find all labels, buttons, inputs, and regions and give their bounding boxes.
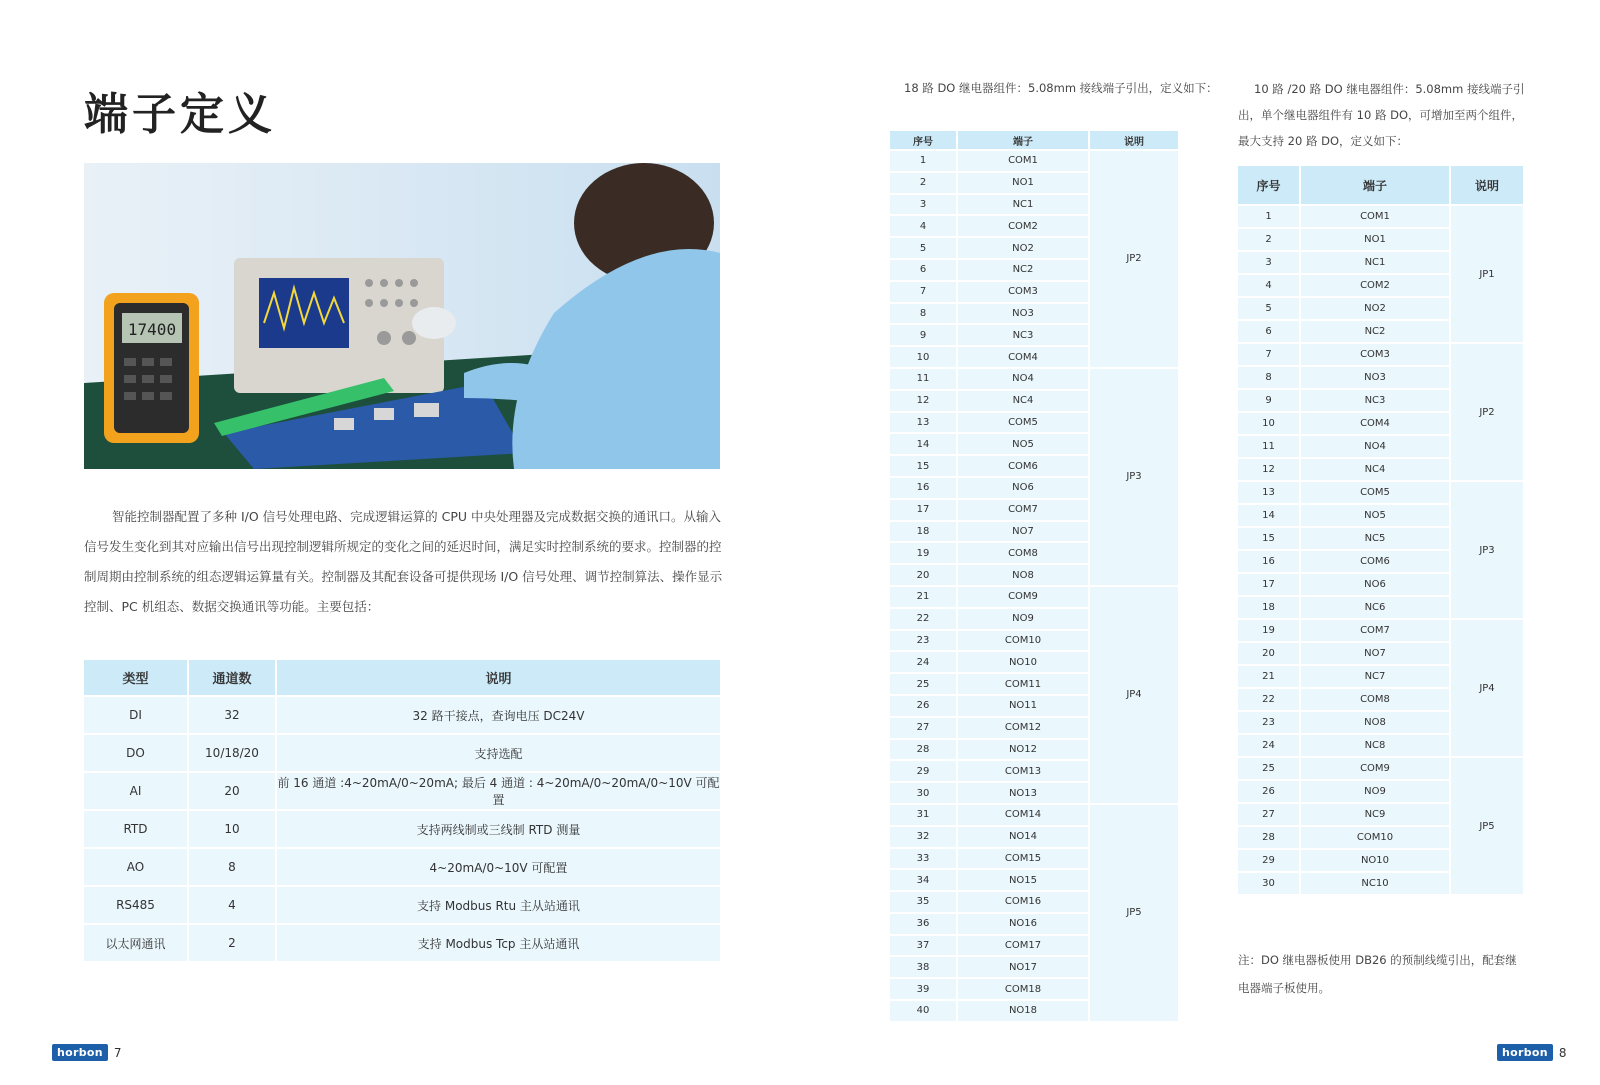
- index-cell: 17: [1238, 574, 1301, 597]
- table-cell: AO: [84, 849, 189, 887]
- index-cell: 6: [1238, 321, 1301, 344]
- table-row: [84, 887, 720, 925]
- brand-logo: horbon: [52, 1044, 108, 1061]
- terminal-cell: COM3: [958, 282, 1090, 304]
- table-row: [890, 369, 1178, 391]
- col-header-desc: 说明: [277, 660, 720, 697]
- terminal-cell: NO9: [958, 609, 1090, 631]
- terminal-cell: NC1: [958, 195, 1090, 217]
- terminal-cell: COM10: [1301, 827, 1451, 850]
- terminal-cell: COM2: [958, 216, 1090, 238]
- group-cell: JP1: [1451, 206, 1523, 344]
- terminal-cell: COM6: [958, 456, 1090, 478]
- terminal-cell: NO5: [1301, 505, 1451, 528]
- table-cell: 10/18/20: [189, 735, 277, 773]
- index-cell: 30: [890, 783, 958, 805]
- index-cell: 36: [890, 914, 958, 936]
- index-cell: 21: [1238, 666, 1301, 689]
- index-cell: 4: [890, 216, 958, 238]
- index-cell: 25: [890, 674, 958, 696]
- group-cell: JP4: [1090, 587, 1178, 805]
- index-cell: 2: [890, 173, 958, 195]
- footer-left: [52, 1044, 122, 1061]
- index-cell: 6: [890, 260, 958, 282]
- table-cell: 以太网通讯: [84, 925, 189, 963]
- index-cell: 7: [1238, 344, 1301, 367]
- table-row: [84, 849, 720, 887]
- index-cell: 27: [890, 718, 958, 740]
- table-cell: AI: [84, 773, 189, 811]
- right-caption: 10 路 /20 路 DO 继电器组件：5.08mm 接线端子引出，单个继电器组件有 10 路 DO，可增加至两个组件，最大支持 20 路 DO，定义如下：: [1238, 82, 1525, 148]
- terminal-cell: NC3: [1301, 390, 1451, 413]
- terminal-cell: NO7: [1301, 643, 1451, 666]
- group-cell: JP2: [1451, 344, 1523, 482]
- index-cell: 23: [1238, 712, 1301, 735]
- table-cell: 4: [189, 887, 277, 925]
- terminal-cell: COM17: [958, 936, 1090, 958]
- terminal-cell: COM8: [1301, 689, 1451, 712]
- col-header-terminal: 端子: [1301, 166, 1451, 206]
- table-row: [890, 151, 1178, 173]
- index-cell: 14: [1238, 505, 1301, 528]
- mid-caption: 18 路 DO 继电器组件：5.08mm 接线端子引出，定义如下：: [904, 81, 1218, 95]
- terminal-cell: NO6: [1301, 574, 1451, 597]
- col-header-desc: 说明: [1090, 131, 1178, 151]
- page-title: 端子定义: [84, 89, 276, 140]
- index-cell: 35: [890, 892, 958, 914]
- index-cell: 9: [1238, 390, 1301, 413]
- terminal-cell: COM4: [1301, 413, 1451, 436]
- index-cell: 29: [1238, 850, 1301, 873]
- brand-logo: horbon: [1497, 1044, 1553, 1061]
- terminal-cell: NO12: [958, 740, 1090, 762]
- meter-display-text: 17400: [127, 320, 177, 339]
- table-cell: 4~20mA/0~10V 可配置: [277, 849, 720, 887]
- index-cell: 37: [890, 936, 958, 958]
- table-cell: 支持两线制或三线制 RTD 测量: [277, 811, 720, 849]
- index-cell: 15: [890, 456, 958, 478]
- terminal-cell: NC5: [1301, 528, 1451, 551]
- table-cell: 10: [189, 811, 277, 849]
- index-cell: 24: [890, 652, 958, 674]
- index-cell: 8: [890, 304, 958, 326]
- index-cell: 9: [890, 325, 958, 347]
- terminal-cell: COM7: [1301, 620, 1451, 643]
- group-cell: JP2: [1090, 151, 1178, 369]
- index-cell: 16: [1238, 551, 1301, 574]
- terminal-cell: NO3: [1301, 367, 1451, 390]
- table-cell: RS485: [84, 887, 189, 925]
- terminal-cell: NC4: [1301, 459, 1451, 482]
- index-cell: 27: [1238, 804, 1301, 827]
- index-cell: 3: [1238, 252, 1301, 275]
- footer-right: [1497, 1044, 1567, 1061]
- terminal-cell: COM8: [958, 543, 1090, 565]
- table-row: [890, 587, 1178, 609]
- table-cell: 2: [189, 925, 277, 963]
- index-cell: 20: [1238, 643, 1301, 666]
- terminal-cell: NC1: [1301, 252, 1451, 275]
- index-cell: 10: [1238, 413, 1301, 436]
- index-cell: 24: [1238, 735, 1301, 758]
- index-cell: 21: [890, 587, 958, 609]
- index-cell: 29: [890, 761, 958, 783]
- index-cell: 26: [1238, 781, 1301, 804]
- terminal-cell: NO8: [958, 565, 1090, 587]
- table-cell: DO: [84, 735, 189, 773]
- index-cell: 19: [890, 543, 958, 565]
- index-cell: 14: [890, 434, 958, 456]
- index-cell: 26: [890, 696, 958, 718]
- terminal-cell: NO16: [958, 914, 1090, 936]
- table-row: [84, 773, 720, 811]
- index-cell: 32: [890, 827, 958, 849]
- table-row: [890, 805, 1178, 827]
- terminal-cell: COM16: [958, 892, 1090, 914]
- group-cell: JP3: [1090, 369, 1178, 587]
- terminal-cell: NO11: [958, 696, 1090, 718]
- terminal-cell: COM5: [1301, 482, 1451, 505]
- index-cell: 12: [1238, 459, 1301, 482]
- table-row: [1238, 758, 1523, 781]
- page-number-left: 7: [113, 1045, 122, 1060]
- index-cell: 11: [890, 369, 958, 391]
- terminal-cell: NO4: [1301, 436, 1451, 459]
- col-header-terminal: 端子: [958, 131, 1090, 151]
- index-cell: 18: [1238, 597, 1301, 620]
- index-cell: 28: [890, 740, 958, 762]
- index-cell: 33: [890, 849, 958, 871]
- index-cell: 18: [890, 522, 958, 544]
- index-cell: 2: [1238, 229, 1301, 252]
- terminal-cell: NO7: [958, 522, 1090, 544]
- terminal-cell: COM4: [958, 347, 1090, 369]
- group-cell: JP3: [1451, 482, 1523, 620]
- table-cell: 20: [189, 773, 277, 811]
- index-cell: 40: [890, 1001, 958, 1023]
- terminal-cell: COM18: [958, 979, 1090, 1001]
- table-cell: 支持选配: [277, 735, 720, 773]
- index-cell: 30: [1238, 873, 1301, 896]
- terminal-cell: NO10: [958, 652, 1090, 674]
- terminal-cell: NO8: [1301, 712, 1451, 735]
- index-cell: 17: [890, 500, 958, 522]
- terminal-cell: COM3: [1301, 344, 1451, 367]
- terminal-cell: COM7: [958, 500, 1090, 522]
- terminal-cell: NO2: [958, 238, 1090, 260]
- terminal-cell: COM1: [958, 151, 1090, 173]
- table-row: [1238, 344, 1523, 367]
- table-row: [84, 735, 720, 773]
- terminal-cell: NC9: [1301, 804, 1451, 827]
- terminal-cell: COM5: [958, 413, 1090, 435]
- index-cell: 34: [890, 870, 958, 892]
- terminal-cell: COM15: [958, 849, 1090, 871]
- index-cell: 22: [1238, 689, 1301, 712]
- terminal-cell: NC2: [958, 260, 1090, 282]
- note: 注：DO 继电器板使用 DB26 的预制线缆引出，配套继电器端子板使用。: [1238, 953, 1517, 995]
- terminal-cell: NC10: [1301, 873, 1451, 896]
- col-header-type: 类型: [84, 660, 189, 697]
- index-cell: 20: [890, 565, 958, 587]
- table-row: [1238, 206, 1523, 229]
- index-cell: 13: [890, 413, 958, 435]
- terminal-cell: NC6: [1301, 597, 1451, 620]
- terminal-cell: NC4: [958, 391, 1090, 413]
- index-cell: 31: [890, 805, 958, 827]
- group-cell: JP5: [1090, 805, 1178, 1023]
- table-cell: 32: [189, 697, 277, 735]
- table-cell: RTD: [84, 811, 189, 849]
- table-row: [1238, 620, 1523, 643]
- index-cell: 12: [890, 391, 958, 413]
- table-cell: 8: [189, 849, 277, 887]
- table-cell: DI: [84, 697, 189, 735]
- group-cell: JP4: [1451, 620, 1523, 758]
- terminal-cell: COM9: [958, 587, 1090, 609]
- index-cell: 5: [890, 238, 958, 260]
- index-cell: 23: [890, 631, 958, 653]
- terminal-cell: NO5: [958, 434, 1090, 456]
- table-row: [84, 811, 720, 849]
- terminal-cell: COM12: [958, 718, 1090, 740]
- terminal-cell: COM11: [958, 674, 1090, 696]
- index-cell: 15: [1238, 528, 1301, 551]
- terminal-cell: COM13: [958, 761, 1090, 783]
- page-number-right: 8: [1558, 1045, 1567, 1060]
- index-cell: 11: [1238, 436, 1301, 459]
- do20-terminal-table: [1238, 166, 1523, 896]
- terminal-cell: NO1: [1301, 229, 1451, 252]
- terminal-cell: COM10: [958, 631, 1090, 653]
- index-cell: 7: [890, 282, 958, 304]
- terminal-cell: NO9: [1301, 781, 1451, 804]
- terminal-cell: NO10: [1301, 850, 1451, 873]
- group-cell: JP5: [1451, 758, 1523, 896]
- table-cell: 支持 Modbus Rtu 主从站通讯: [277, 887, 720, 925]
- terminal-cell: NO13: [958, 783, 1090, 805]
- terminal-cell: COM2: [1301, 275, 1451, 298]
- index-cell: 28: [1238, 827, 1301, 850]
- index-cell: 10: [890, 347, 958, 369]
- terminal-cell: COM6: [1301, 551, 1451, 574]
- do18-terminal-table: [890, 131, 1178, 1023]
- terminal-cell: NC8: [1301, 735, 1451, 758]
- terminal-cell: NC7: [1301, 666, 1451, 689]
- index-cell: 22: [890, 609, 958, 631]
- index-cell: 3: [890, 195, 958, 217]
- terminal-cell: NO6: [958, 478, 1090, 500]
- terminal-cell: COM1: [1301, 206, 1451, 229]
- terminal-cell: NO18: [958, 1001, 1090, 1023]
- index-cell: 19: [1238, 620, 1301, 643]
- col-header-index: 序号: [890, 131, 958, 151]
- index-cell: 38: [890, 957, 958, 979]
- terminal-cell: NC2: [1301, 321, 1451, 344]
- table-cell: 32 路干接点，查询电压 DC24V: [277, 697, 720, 735]
- index-cell: 8: [1238, 367, 1301, 390]
- lab-photo: [84, 163, 720, 469]
- index-cell: 5: [1238, 298, 1301, 321]
- table-row: [84, 697, 720, 735]
- terminal-cell: COM14: [958, 805, 1090, 827]
- index-cell: 16: [890, 478, 958, 500]
- index-cell: 13: [1238, 482, 1301, 505]
- terminal-cell: COM9: [1301, 758, 1451, 781]
- io-type-table: [84, 660, 720, 963]
- table-row: [1238, 482, 1523, 505]
- index-cell: 4: [1238, 275, 1301, 298]
- terminal-cell: NO1: [958, 173, 1090, 195]
- intro-paragraph: 智能控制器配置了多种 I/O 信号处理电路、完成逻辑运算的 CPU 中央处理器及完成数据交换的通讯口。从输入信号发生变化到其对应输出信号出现控制逻辑所规定的变化之间的延迟时间，满足实时控制系统的要求。控制器的控制周期由控制系统的组态逻辑运算量有关。控制器及其配套设备可提供现场 I/O 信号处理、调节控制算法、操作显示控制、PC 机组态、数据交换通讯等功能。主要包括：: [84, 509, 723, 614]
- col-header-desc: 说明: [1451, 166, 1523, 206]
- table-cell: 支持 Modbus Tcp 主从站通讯: [277, 925, 720, 963]
- terminal-cell: NO14: [958, 827, 1090, 849]
- terminal-cell: NO15: [958, 870, 1090, 892]
- terminal-cell: NO3: [958, 304, 1090, 326]
- terminal-cell: NO2: [1301, 298, 1451, 321]
- table-cell: 前 16 通道 :4~20mA/0~20mA; 最后 4 通道 : 4~20mA/0~20mA/0~10V 可配置: [277, 773, 720, 811]
- col-header-index: 序号: [1238, 166, 1301, 206]
- index-cell: 25: [1238, 758, 1301, 781]
- index-cell: 39: [890, 979, 958, 1001]
- index-cell: 1: [890, 151, 958, 173]
- index-cell: 1: [1238, 206, 1301, 229]
- terminal-cell: NC3: [958, 325, 1090, 347]
- terminal-cell: NO4: [958, 369, 1090, 391]
- col-header-channels: 通道数: [189, 660, 277, 697]
- table-row: [84, 925, 720, 963]
- terminal-cell: NO17: [958, 957, 1090, 979]
